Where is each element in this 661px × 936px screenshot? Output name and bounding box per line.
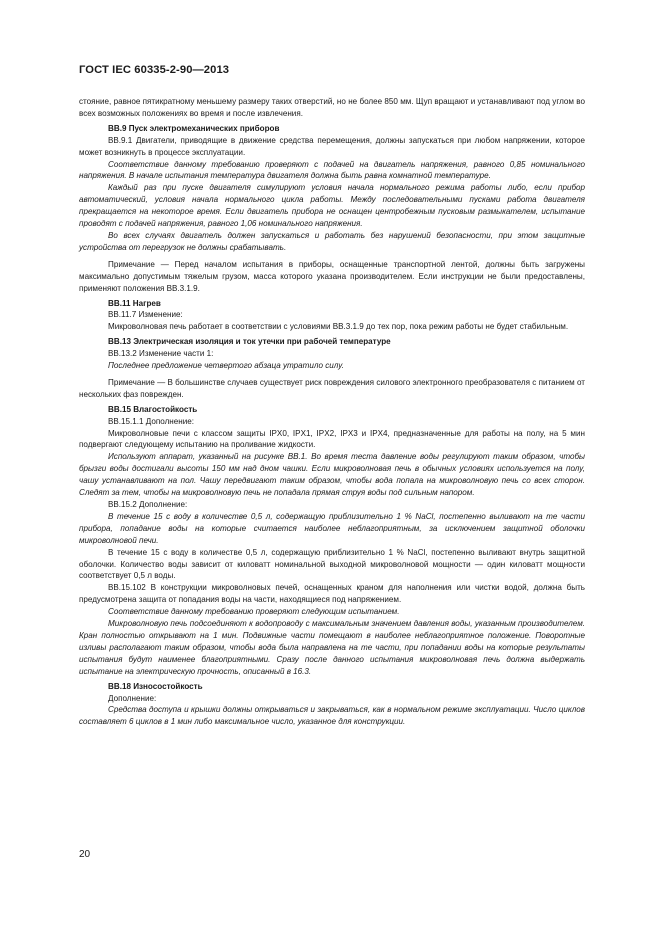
paragraph: Последнее предложение четвертого абзаца утратило силу. [108,361,344,371]
paragraph: Микроволновую печь подсоединяют к водопроводу с максимальным значением давления воды, указанным производителем. Кран полностью открывают на 1 мин. Подвижные части помещают в наиболее неблагоприятное положение. Поворотные изливы располагают таким образом, чтобы вода была направлена на те части, при попадании воды на которые результаты испытания будут наименее благоприятными. Сразу после данного испытания микроволновая печь должна выдержать испытание на электрическую прочность, описанный в 16.3. [79,619,585,676]
page-header: ГОСТ IEC 60335-2-90—2013 [79,64,230,76]
paragraph: Соответствие данному требованию проверяют с подачей на двигатель напряжения, равного 0,85 номинального напряжения. В начале испытания температура двигателя должна быть равна комнатной температуре. [79,159,585,181]
paragraph: Используют аппарат, указанный на рисунке ВВ.1. Во время теста давление воды регулируют таким образом, чтобы брызги воды достигали высоты 150 мм над дном чашки. Если микроволновая печь в обычных условиях используется на полу, чашу устанавливают на пол. Чашу передвигают таким образом, чтобы вода попала на микроволновую печь со всех сторон. Следят за тем, чтобы на микроволновую печь не попадала прямая струя воды под сильным напором. [79,452,585,498]
paragraph: В течение 15 с воду в количестве 0,5 л, содержащую приблизительно 1 % NaCl, постепенно выливают на те части прибора, попадание воды на которые считается наиболее неблагоприятным, за исключением защитной оболочки микроволновой печи. [79,511,585,545]
paragraph: Соответствие данному требованию проверяют следующим испытанием. [108,607,400,617]
note: Примечание — Перед началом испытания в приборы, оснащенные транспортной лентой, должны быть загружены максимально допустимым тяжелым грузом, масса которого указана производителем. Если инструкции не были предоставлены, применяют положения ВВ.3.1.9. [79,259,585,293]
paragraph: ВВ.11.7 Изменение: [108,310,183,320]
paragraph: ВВ.15.2 Дополнение: [108,500,188,509]
section-heading: ВВ.13 Электрическая изоляция и ток утечки при рабочей температуре [108,337,391,347]
paragraph: Микроволновые печи с классом защиты IPX0, IPX1, IPX2, IPX3 и IPX4, предназначенные для работы на полу, на 5 мин подвергают следующему испытанию на проливание жидкости. [79,428,585,450]
note: Примечание — В большинстве случаев существует риск повреждения силового электронного преобразователя с питанием от нескольких фаз поврежден. [79,377,585,399]
page-number: 20 [79,849,91,860]
section-heading: ВВ.18 Износостойкость [108,681,203,691]
paragraph: Каждый раз при пуске двигателя симулируют условия начала нормального режима работы либо, если прибор автоматический, условия начала нормального цикла работы. Между последовательными пусками работа двигателя прекращается на некоторое время. Если двигатель прибора не оснащен центробежным пусковым размыкателем, испытание проводят с подачей напряжения, равного 1,06 номинального напряжения. [79,183,585,229]
paragraph: Дополнение: [108,693,157,703]
paragraph: ВВ.15.102 В конструкции микроволновых печей, оснащенных краном для наполнения или чистки водой, должна быть предусмотрена защита от попадания воды на части, находящиеся под напряжением. [79,583,585,605]
paragraph: ВВ.15.1.1 Дополнение: [108,416,195,426]
paragraph: стояние, равное пятикратному меньшему размеру таких отверстий, но не более 850 мм. Щуп вращают и устанавливают под углом во всех возможных положениях во время и после извлечения. [79,97,585,118]
section-heading: ВВ.11 Нагрев [108,298,161,308]
section-heading: ВВ.15 Влагостойкость [108,404,198,414]
paragraph: Микроволновая печь работает в соответствии с условиями ВВ.3.1.9 до тех пор, пока режим работы не будет стабильным. [108,322,569,332]
paragraph: Средства доступа и крышки должны открываться и закрываться, как в нормальном режиме эксплуатации. Число циклов составляет 6 циклов в 1 мин либо максимальное число, указанное для конструкции. [79,705,585,727]
paragraph: ВВ.13.2 Изменение части 1: [108,349,214,359]
section-heading: ВВ.9 Пуск электромеханических приборов [108,123,280,133]
paragraph: В течение 15 с воду в количестве 0,5 л, содержащую приблизительно 1 % NaCl, постепенно выливают внутрь защитной оболочки. Количество воды зависит от киловатт номинальной выходной микроволновой мощности — один киловатт мощности соответствует 0,5 л воды. [79,547,585,581]
paragraph: Во всех случаях двигатель должен запускаться и работать без нарушений безопасности, при этом защитные устройства от перегрузок не должны срабатывать. [79,230,585,252]
document-body [79,96,585,728]
paragraph: ВВ.9.1 Двигатели, приводящие в движение средства перемещения, должны запускаться при любом напряжении, которое может возникнуть в процессе эксплуатации. [79,135,585,157]
